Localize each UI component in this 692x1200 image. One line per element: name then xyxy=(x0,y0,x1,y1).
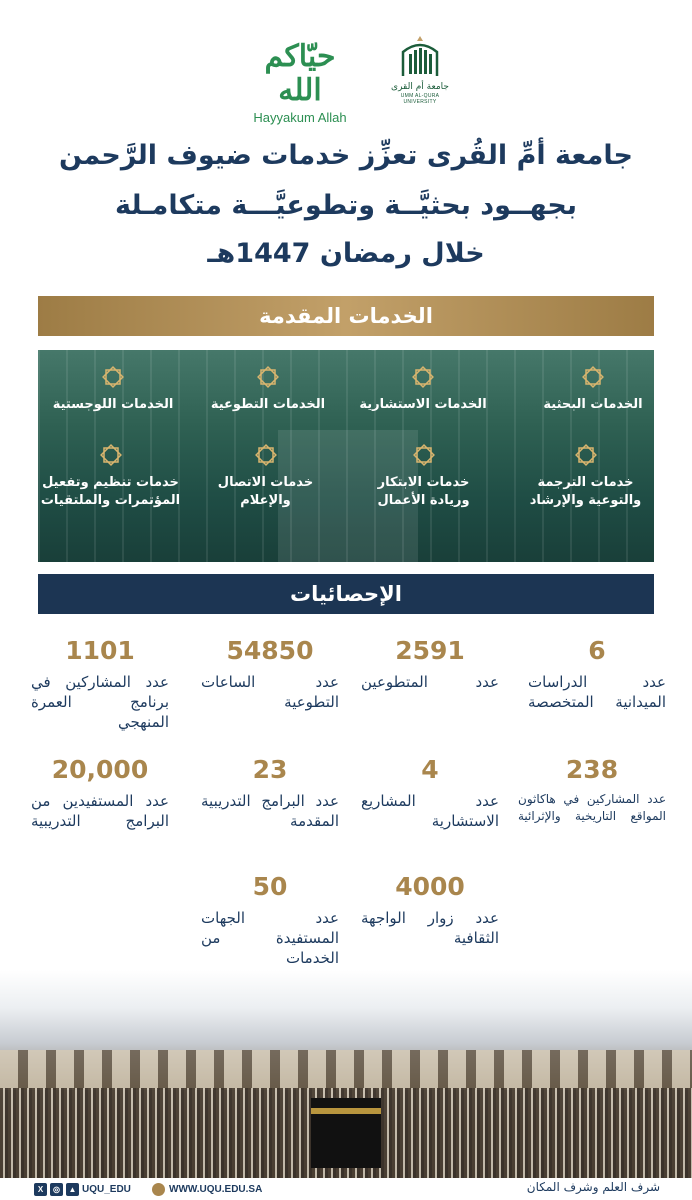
masjid-al-haram-image xyxy=(0,970,692,1178)
stat-item xyxy=(25,755,175,831)
statistics-banner: الإحصائيات xyxy=(38,574,654,614)
star-octagon-icon xyxy=(255,364,281,390)
service-label: الخدمات التطوعية xyxy=(210,397,326,412)
hayyakum-latin-text: Hayyakum Allah xyxy=(253,110,347,125)
star-octagon-icon xyxy=(98,442,124,468)
stat-value: 23 xyxy=(252,755,288,784)
services-panel xyxy=(38,350,654,562)
kaaba xyxy=(311,1098,381,1168)
stat-label: عدد المشاريع الاستشارية xyxy=(361,792,499,830)
stat-label: عدد الجهات المستفيدة من الخدمات xyxy=(201,909,339,967)
stat-value: 4 xyxy=(421,755,439,784)
headline-line-1: جامعة أمِّ القُرى تعزِّز خدمات ضيوف الرَّحمن xyxy=(59,140,633,171)
service-item xyxy=(348,364,498,414)
stat-item xyxy=(355,636,505,692)
service-label: الخدمات الاستشارية xyxy=(359,397,487,412)
service-label: خدمات تنظيم وتفعيل المؤتمرات والملتقيات xyxy=(40,475,181,508)
stat-item xyxy=(522,636,672,712)
stat-item xyxy=(195,872,345,968)
stat-label: عدد المتطوعين xyxy=(361,673,499,691)
star-octagon-icon xyxy=(573,442,599,468)
service-label: خدمات الابتكار وريادة الأعمال xyxy=(377,475,470,508)
x-twitter-icon[interactable]: X xyxy=(34,1183,47,1196)
service-item xyxy=(38,364,188,414)
footer-website[interactable] xyxy=(152,1181,262,1197)
stat-item xyxy=(512,755,672,825)
services-banner: الخدمات المقدمة xyxy=(38,296,654,336)
social-handle[interactable]: UQU_EDU xyxy=(82,1183,131,1195)
stat-item xyxy=(355,872,505,948)
service-label: الخدمات اللوجستية xyxy=(52,397,174,412)
uqu-english-name: UMM AL-QURA UNIVERSITY xyxy=(400,93,440,105)
star-octagon-icon xyxy=(411,442,437,468)
stat-value: 238 xyxy=(565,755,619,784)
service-item xyxy=(356,442,491,510)
service-item xyxy=(518,364,654,414)
stat-item xyxy=(355,755,505,831)
service-label: خدمات الترجمة والتوعية والإرشاد xyxy=(529,475,642,508)
service-item xyxy=(518,442,653,510)
stat-label: عدد الدراسات الميدانية المتخصصة xyxy=(528,673,666,711)
globe-icon xyxy=(152,1183,165,1196)
star-octagon-icon xyxy=(410,364,436,390)
stat-label: عدد المشاركين في هاكاثون المواقع التاريخية والإثرائية xyxy=(518,792,666,823)
service-label: الخدمات البحثية xyxy=(543,397,643,412)
snapchat-icon[interactable]: ▲ xyxy=(66,1183,79,1196)
instagram-icon[interactable]: ◎ xyxy=(50,1183,63,1196)
star-octagon-icon xyxy=(580,364,606,390)
stat-label: عدد المشاركين في برنامج العمرة المنهجي xyxy=(31,673,169,731)
stat-value: 54850 xyxy=(226,636,314,665)
stat-value: 20,000 xyxy=(51,755,149,784)
kaaba-gold-band xyxy=(311,1108,381,1114)
headline-line-2: بجهــود بحثيَّــة وتطوعيَّـــة متكامـلة xyxy=(115,190,577,221)
footer-motto: شرف العلم وشرف المكان xyxy=(526,1180,660,1194)
uqu-arabic-name: جامعة أم القرى xyxy=(391,82,449,92)
stat-label: عدد البرامج التدريبية المقدمة xyxy=(201,792,339,830)
stat-item xyxy=(195,755,345,831)
star-octagon-icon xyxy=(253,442,279,468)
hayyakum-arabic-text: حيّاكم الله xyxy=(264,39,336,108)
stat-value: 4000 xyxy=(395,872,465,901)
stat-value: 2591 xyxy=(395,636,465,665)
star-octagon-icon xyxy=(100,364,126,390)
uqu-emblem-icon xyxy=(397,34,443,78)
service-item xyxy=(193,364,343,414)
stat-value: 1101 xyxy=(65,636,135,665)
website-url[interactable]: WWW.UQU.EDU.SA xyxy=(169,1183,263,1195)
stat-label: عدد الساعات التطوعية xyxy=(201,673,339,711)
stat-item xyxy=(25,636,175,732)
footer-social[interactable] xyxy=(34,1181,131,1197)
service-item xyxy=(198,442,333,510)
stat-value: 6 xyxy=(588,636,606,665)
stat-label: عدد زوار الواجهة الثقافية xyxy=(361,909,499,947)
hayyakum-allah-logo xyxy=(245,40,355,125)
service-label: خدمات الاتصال والإعلام xyxy=(217,475,314,508)
stat-value: 50 xyxy=(252,872,288,901)
headline-line-3: خلال رمضان 1447هـ xyxy=(207,238,485,269)
uqu-logo xyxy=(385,34,455,105)
stat-label: عدد المستفيدين من البرامج التدريبية xyxy=(31,792,169,830)
stat-item xyxy=(195,636,345,712)
service-item xyxy=(38,442,183,510)
mosque-arches xyxy=(0,1050,692,1090)
